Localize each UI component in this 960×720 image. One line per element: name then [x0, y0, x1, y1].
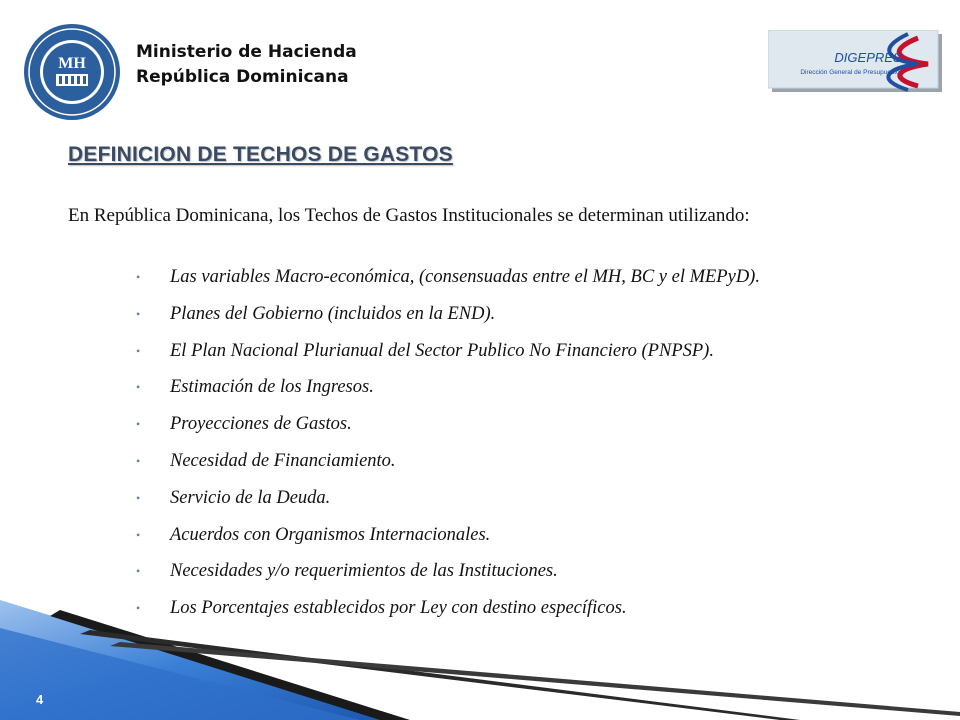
page-number: 4: [36, 692, 44, 707]
bullet-text: Planes del Gobierno (incluidos en la END).: [170, 303, 496, 324]
bullet-icon: •: [136, 453, 141, 468]
bullet-text: El Plan Nacional Plurianual del Sector Publico No Financiero (PNPSP).: [170, 340, 714, 361]
ministry-line-1: Ministerio de Hacienda: [136, 42, 357, 62]
bullet-text: Necesidad de Financiamiento.: [170, 450, 396, 471]
bullet-icon: •: [136, 564, 141, 579]
bullet-text: Proyecciones de Gastos.: [170, 414, 352, 435]
digepres-logo-subtext: Dirección General de Presupuesto: [800, 69, 900, 76]
bullet-item: [136, 299, 760, 336]
bullet-icon: •: [136, 306, 141, 321]
bullet-icon: •: [136, 417, 141, 432]
bullet-icon: •: [136, 490, 141, 505]
bullet-list: [136, 262, 760, 630]
bullet-text: Acuerdos con Organismos Internacionales.: [170, 524, 491, 545]
ministry-name-block: [136, 40, 357, 90]
bullet-item: [136, 336, 760, 373]
decorative-swoosh: [0, 580, 960, 720]
digepres-logo: [768, 30, 944, 92]
bullet-icon: •: [136, 601, 141, 616]
bullet-icon: •: [136, 380, 141, 395]
bullet-text: Servicio de la Deuda.: [170, 487, 331, 508]
bullet-icon: •: [136, 343, 141, 358]
svg-text:MH: MH: [58, 55, 86, 72]
bullet-item: [136, 520, 760, 557]
ministerio-hacienda-seal-logo: [22, 22, 122, 122]
bullet-item: [136, 372, 760, 409]
bullet-icon: •: [136, 270, 141, 284]
bullet-text: Los Porcentajes establecidos por Ley con destino específicos.: [170, 598, 627, 619]
intro-paragraph: En República Dominicana, los Techos de Gastos Institucionales se determinan utilizando:: [68, 205, 750, 226]
bullet-item: [136, 483, 760, 520]
slide-title: DEFINICION DE TECHOS DE GASTOS: [68, 143, 453, 166]
bullet-icon: •: [136, 527, 141, 542]
bullet-item: [136, 262, 760, 299]
bullet-item: [136, 409, 760, 446]
bullet-text: Estimación de los Ingresos.: [170, 377, 374, 398]
ministry-line-2: República Dominicana: [136, 67, 349, 87]
bullet-text: Las variables Macro-económica, (consensuadas entre el MH, BC y el MEPyD).: [170, 267, 760, 287]
bullet-item: [136, 446, 760, 483]
digepres-logo-text: DIGEPRES: [834, 50, 902, 65]
bullet-text: Necesidades y/o requerimientos de las Instituciones.: [170, 561, 558, 582]
